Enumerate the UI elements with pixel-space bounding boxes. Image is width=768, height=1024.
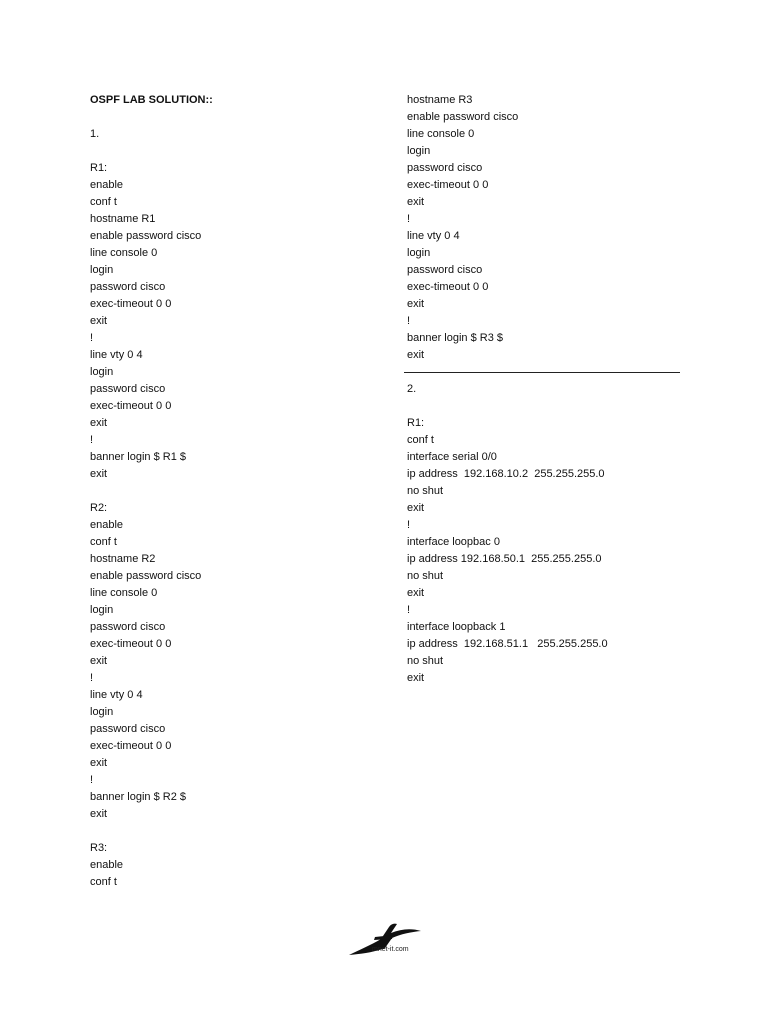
right-column-line-19: R1: [407, 417, 425, 429]
right-column-line-4: password cisco [407, 162, 483, 174]
left-column-line-22: exit [90, 468, 108, 480]
right-column-line-0: hostname R3 [407, 94, 473, 106]
right-column-line-16 [407, 364, 697, 381]
right-column-line-32: ip address 192.168.51.1 255.255.255.0 [407, 638, 608, 650]
left-column-line-36: login [90, 706, 114, 718]
left-column-line-5: enable [90, 179, 124, 191]
left-column-line-28: enable password cisco [90, 570, 202, 582]
right-column-line-3: login [407, 145, 431, 157]
left-column-line-43 [90, 823, 380, 840]
right-column-line-18 [407, 398, 697, 415]
left-column-line-8: enable password cisco [90, 230, 202, 242]
right-column [407, 92, 697, 687]
right-column-line-13: ! [407, 315, 411, 327]
right-column-line-28: no shut [407, 570, 444, 582]
right-column-line-29: exit [407, 587, 425, 599]
left-column-line-4: R1: [90, 162, 108, 174]
right-column-line-20: conf t [407, 434, 434, 446]
right-column-line-8: line vty 0 4 [407, 230, 460, 242]
right-column-line-31: interface loopback 1 [407, 621, 506, 633]
left-column-line-38: exec-timeout 0 0 [90, 740, 172, 752]
left-column-line-2: 1. [90, 128, 100, 140]
right-column-line-26: interface loopbac 0 [407, 536, 500, 548]
right-column-line-24: exit [407, 502, 425, 514]
left-column-line-31: password cisco [90, 621, 166, 633]
right-column-line-17: 2. [407, 383, 417, 395]
left-column-line-10: login [90, 264, 114, 276]
right-column-line-22: ip address 192.168.10.2 255.255.255.0 [407, 468, 605, 480]
left-column-line-6: conf t [90, 196, 117, 208]
left-column-line-16: login [90, 366, 114, 378]
left-column-line-33: exit [90, 655, 108, 667]
logo-caption: mnet-it.com [372, 946, 409, 953]
left-column-line-35: line vty 0 4 [90, 689, 143, 701]
right-column-line-15: exit [407, 349, 425, 361]
left-column-line-45: enable [90, 859, 124, 871]
left-column-line-32: exec-timeout 0 0 [90, 638, 172, 650]
left-column-line-20: ! [90, 434, 94, 446]
left-column-line-0: OSPF LAB SOLUTION:: [90, 94, 213, 106]
left-column [90, 92, 380, 891]
right-column-line-5: exec-timeout 0 0 [407, 179, 489, 191]
left-column-line-7: hostname R1 [90, 213, 156, 225]
right-column-line-34: exit [407, 672, 425, 684]
left-column-line-18: exec-timeout 0 0 [90, 400, 172, 412]
left-column-line-30: login [90, 604, 114, 616]
left-column-line-25: enable [90, 519, 124, 531]
left-column-line-23 [90, 483, 380, 500]
left-column-line-21: banner login $ R1 $ [90, 451, 187, 463]
left-column-line-3 [90, 143, 380, 160]
left-column-line-27: hostname R2 [90, 553, 156, 565]
left-column-line-37: password cisco [90, 723, 166, 735]
right-column-line-2: line console 0 [407, 128, 475, 140]
left-column-line-34: ! [90, 672, 94, 684]
left-column-line-15: line vty 0 4 [90, 349, 143, 361]
right-column-line-9: login [407, 247, 431, 259]
right-column-line-27: ip address 192.168.50.1 255.255.255.0 [407, 553, 602, 565]
right-column-line-7: ! [407, 213, 411, 225]
left-column-line-12: exec-timeout 0 0 [90, 298, 172, 310]
right-column-line-14: banner login $ R3 $ [407, 332, 504, 344]
left-column-line-26: conf t [90, 536, 117, 548]
left-column-line-29: line console 0 [90, 587, 158, 599]
left-column-line-14: ! [90, 332, 94, 344]
right-column-line-21: interface serial 0/0 [407, 451, 497, 463]
left-column-line-9: line console 0 [90, 247, 158, 259]
right-column-line-12: exit [407, 298, 425, 310]
right-column-line-30: ! [407, 604, 411, 616]
left-column-line-44: R3: [90, 842, 108, 854]
left-column-line-11: password cisco [90, 281, 166, 293]
left-column-line-13: exit [90, 315, 108, 327]
right-column-line-33: no shut [407, 655, 444, 667]
left-column-line-24: R2: [90, 502, 108, 514]
right-column-line-23: no shut [407, 485, 444, 497]
right-column-line-11: exec-timeout 0 0 [407, 281, 489, 293]
left-column-line-1 [90, 109, 380, 126]
right-column-line-25: ! [407, 519, 411, 531]
left-column-line-46: conf t [90, 876, 117, 888]
left-column-line-40: ! [90, 774, 94, 786]
mnet-it-logo-icon [345, 915, 425, 960]
left-column-line-41: banner login $ R2 $ [90, 791, 187, 803]
right-column-line-10: password cisco [407, 264, 483, 276]
left-column-line-39: exit [90, 757, 108, 769]
right-column-line-6: exit [407, 196, 425, 208]
left-column-line-42: exit [90, 808, 108, 820]
left-column-line-19: exit [90, 417, 108, 429]
right-column-line-1: enable password cisco [407, 111, 519, 123]
left-column-line-17: password cisco [90, 383, 166, 395]
